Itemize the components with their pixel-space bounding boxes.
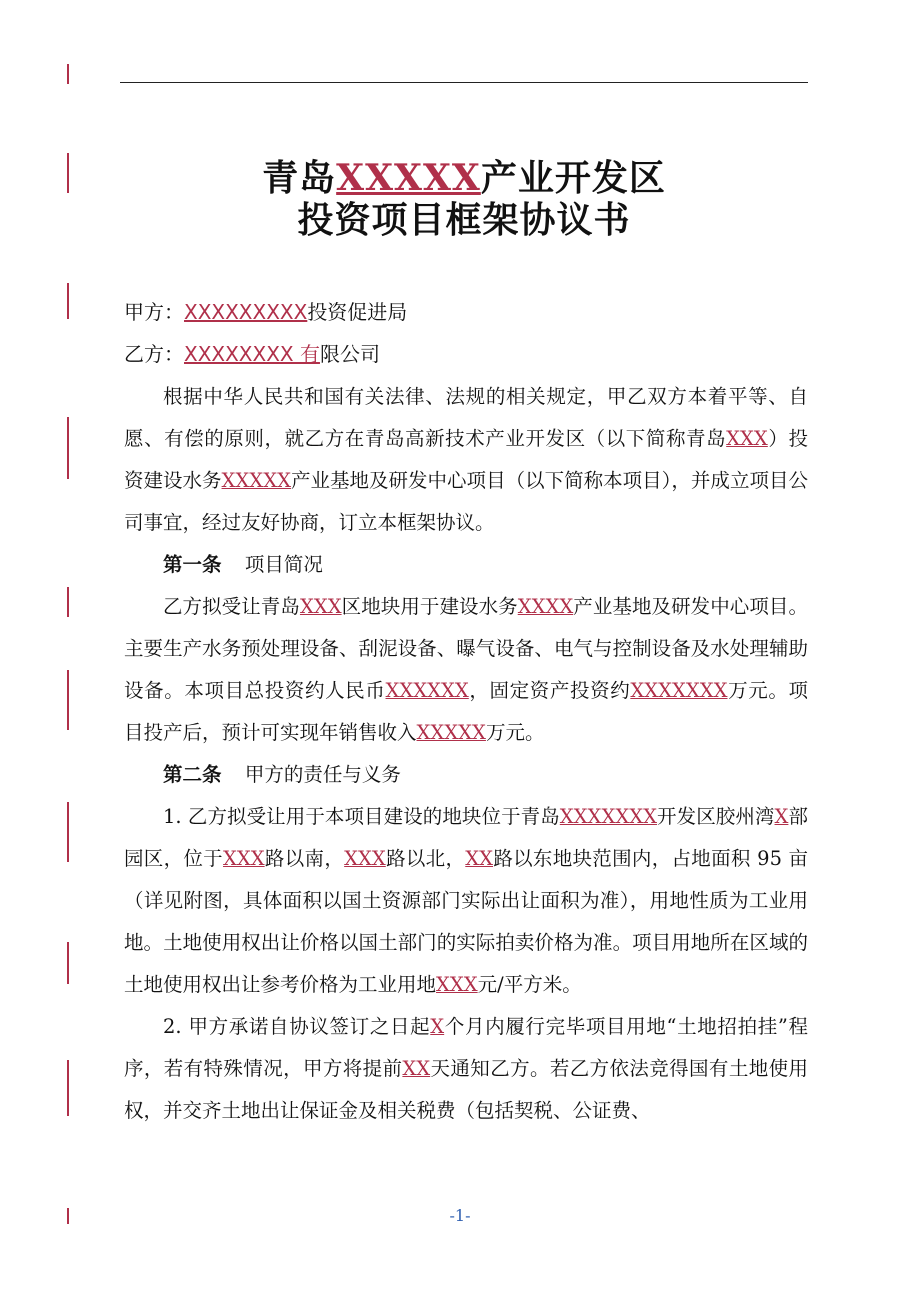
placeholder: X: [774, 805, 789, 828]
margin-mark: [67, 802, 69, 862]
placeholder: X: [430, 1015, 445, 1038]
intro-paragraph: [124, 376, 808, 544]
party-b-name: 限公司: [319, 342, 380, 366]
page-number: -1-: [449, 1206, 471, 1225]
title-text: 产业开发区: [480, 157, 666, 199]
article2-heading: [124, 754, 808, 796]
placeholder: XXX: [344, 847, 386, 870]
text-run: 万元。项目投产后，预计可实现年销售收入: [124, 679, 808, 744]
text-run: 区地块用于建设水务: [341, 595, 518, 618]
text-run: ）投资建设水务: [124, 427, 808, 492]
margin-mark: [67, 670, 69, 730]
text-run: 产业基地及研发中心项目。主要生产水务预处理设备、刮泥设备、曝气设备、电气与控制设备及水处理辅助设备。本项目总投资约人民币: [124, 595, 808, 702]
article-title: 甲方的责任与义务: [244, 763, 401, 786]
margin-mark: [67, 153, 69, 193]
text-run: 2. 甲方承诺自协议签订之日起: [163, 1015, 431, 1038]
text-run: 元/平方米。: [477, 973, 582, 996]
party-a-name: 投资促进局: [307, 300, 408, 324]
article-number: 第二条: [163, 763, 222, 786]
margin-mark: [67, 942, 69, 984]
margin-mark: [67, 1060, 69, 1116]
text-run: 开发区胶州湾: [656, 805, 775, 828]
text-run: 天通知乙方。若乙方依法竞得国有土地使用权，并交齐土地出让保证金及相关税费（包括契税、公证费、: [124, 1057, 808, 1122]
article-number: 第一条: [163, 553, 222, 576]
party-b-placeholder: XXXXXXXX 有: [184, 342, 320, 366]
placeholder: XXXXXXX: [559, 805, 657, 828]
text-run: 个月内履行完毕项目用地“土地招拍挂”程序，若有特殊情况，甲方将提前: [124, 1015, 808, 1080]
party-a-line: [124, 298, 407, 326]
title-text: 青岛: [262, 157, 337, 199]
margin-mark: [67, 587, 69, 617]
text-run: 根据中华人民共和国有关法律、法规的相关规定，甲乙双方本着平等、自愿、有偿的原则，就乙方在青岛高新技术产业开发区（以下简称青岛: [124, 385, 808, 450]
placeholder: XXX: [436, 973, 478, 996]
text-run: 路以北，: [385, 847, 466, 870]
margin-mark: [67, 283, 69, 319]
placeholder: XXXXX: [416, 721, 486, 744]
party-b-label: 乙方：: [124, 342, 184, 366]
text-run: 万元。: [485, 721, 545, 744]
text-run: 路以东地块范围内，占地面积 95 亩（详见附图，具体面积以国土资源部门实际出让面积为准），用地性质为工业用地。土地使用权出让价格以国土部门的实际拍卖价格为准。项目用地所在区域的土地使用权出让参考价格为工业用地: [124, 847, 808, 996]
placeholder: XXXX: [517, 595, 574, 618]
document-title-line1: [120, 156, 808, 200]
header-rule: [120, 82, 808, 83]
text-run: 产业基地及研发中心项目（以下简称本项目），并成立项目公司事宜，经过友好协商，订立本框架协议。: [124, 469, 808, 534]
article2-item2: [124, 1006, 808, 1132]
article1-heading: [124, 544, 808, 586]
placeholder: XXX: [726, 427, 768, 450]
title-placeholder: XXXXX: [336, 157, 481, 199]
placeholder: XXX: [222, 847, 265, 870]
article2-item1: [124, 796, 808, 1006]
text-run: 部园区，位于: [124, 805, 808, 870]
text-run: 1. 乙方拟受让用于本项目建设的地块位于青岛: [163, 805, 560, 828]
placeholder: XXXXX: [221, 469, 291, 492]
article1-paragraph: [124, 586, 808, 754]
party-b-line: [124, 340, 380, 368]
article-title: 项目简况: [244, 553, 323, 576]
placeholder: XXX: [299, 595, 342, 618]
placeholder: XX: [465, 847, 494, 870]
margin-mark: [67, 64, 69, 84]
placeholder: XXXXXXX: [630, 679, 728, 702]
text-run: 乙方拟受让青岛: [163, 595, 300, 618]
party-a-label: 甲方：: [124, 300, 184, 324]
document-title-line2: 投资项目框架协议书: [297, 199, 631, 241]
margin-mark: [67, 417, 69, 479]
text-run: ，固定资产投资约: [468, 679, 631, 702]
placeholder: XX: [402, 1057, 431, 1080]
text-run: 路以南，: [264, 847, 345, 870]
party-a-placeholder: XXXXXXXXX: [184, 300, 308, 324]
placeholder: XXXXXX: [385, 679, 469, 702]
document-body: [124, 376, 808, 1132]
